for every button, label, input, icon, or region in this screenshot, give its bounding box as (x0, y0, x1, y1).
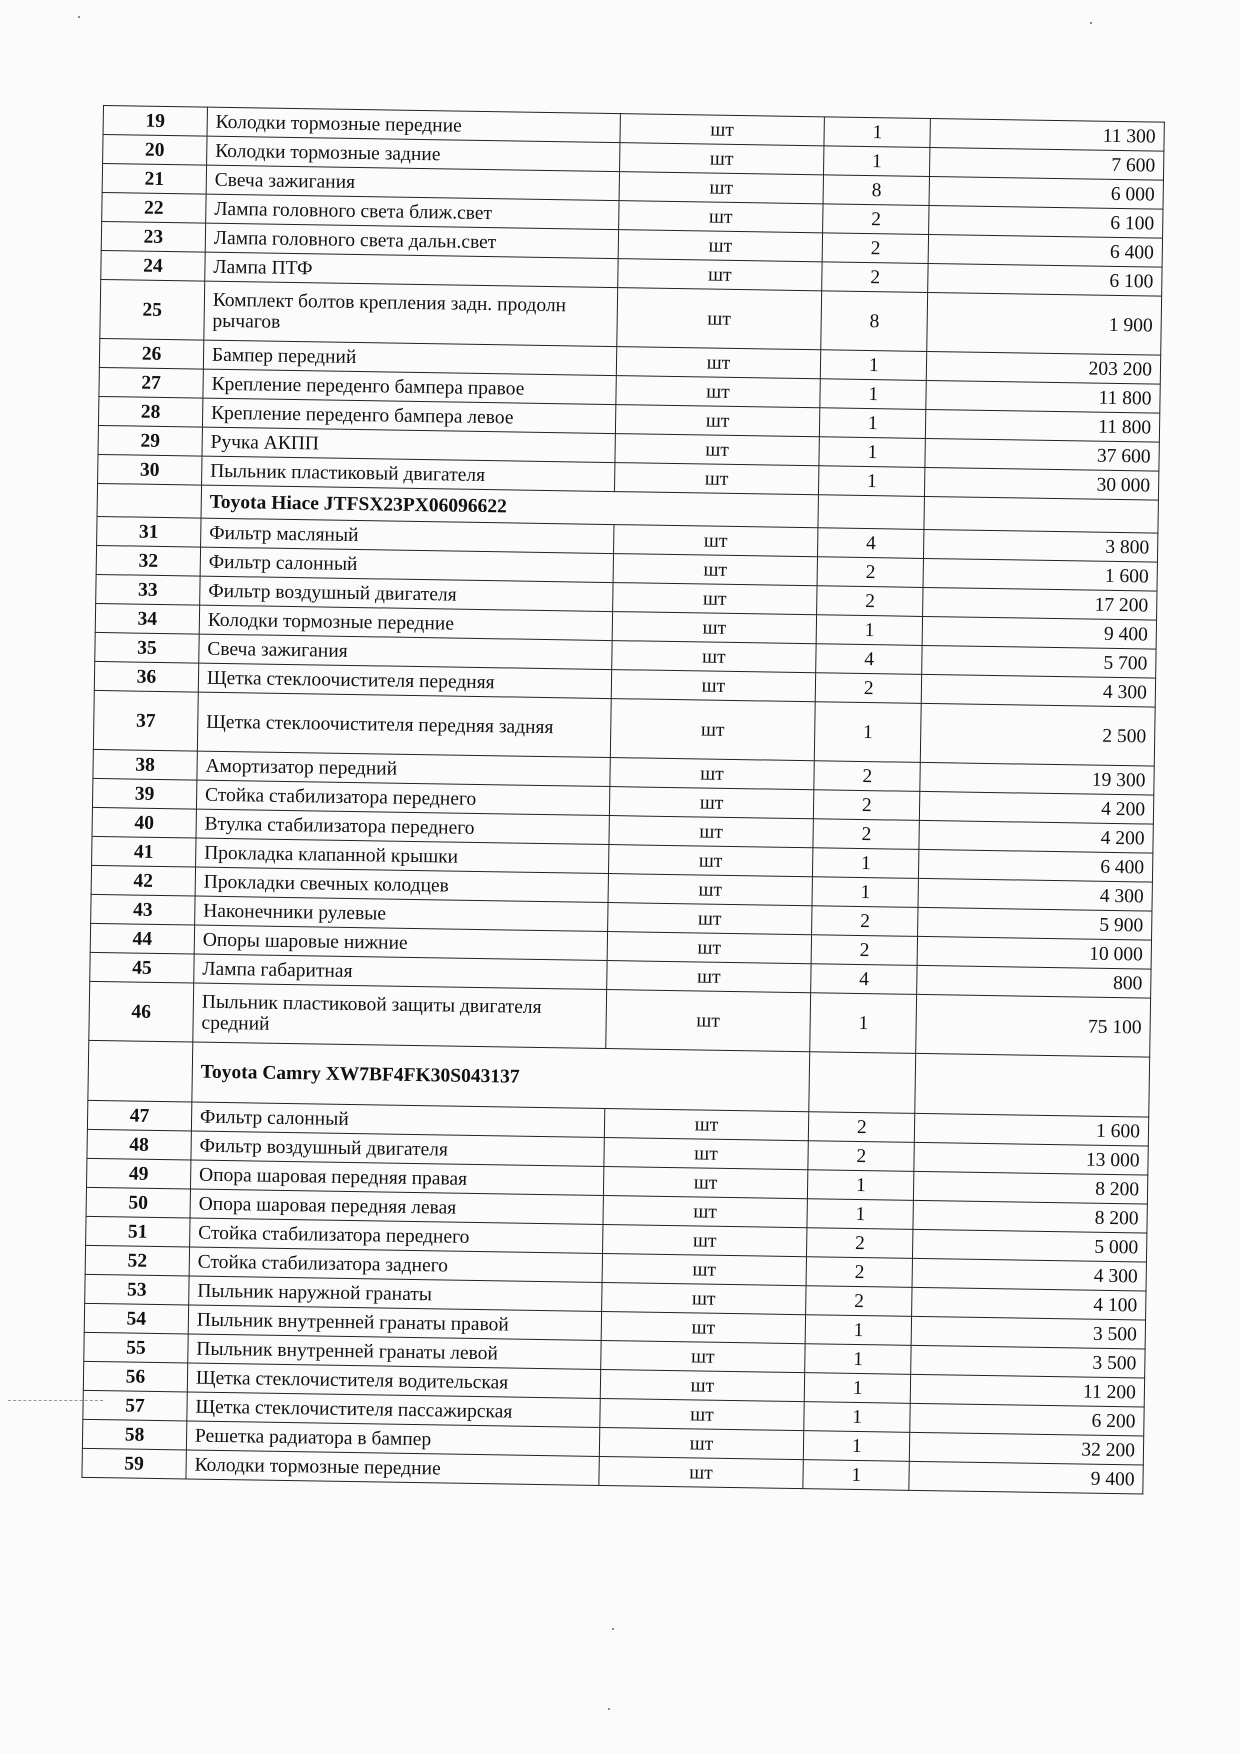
item-unit: шт (614, 463, 819, 495)
row-number: 32 (96, 545, 200, 576)
item-price: 11 800 (926, 409, 1160, 442)
row-number: 38 (93, 749, 197, 780)
row-number: 54 (84, 1303, 188, 1334)
item-name: Пыльник внутренней гранаты правой (188, 1305, 601, 1340)
item-name: Фильтр салонный (191, 1102, 604, 1137)
row-number: 25 (100, 279, 205, 340)
item-quantity: 2 (823, 204, 929, 235)
item-name: Лампа ПТФ (205, 252, 618, 287)
item-quantity: 1 (805, 1373, 911, 1404)
scan-margin-mark (8, 1400, 103, 1401)
item-unit: шт (601, 1311, 806, 1343)
row-number: 20 (103, 135, 207, 166)
item-price: 3 500 (911, 1345, 1145, 1378)
item-unit: шт (618, 201, 823, 233)
item-name: Опоры шаровые нижние (194, 925, 607, 960)
row-number: 19 (103, 106, 207, 137)
item-price: 8 200 (913, 1200, 1147, 1233)
item-name: Пыльник пластиковой защиты двигателя средний (193, 983, 607, 1048)
item-name: Щетка стеклочистителя водительская (187, 1363, 600, 1398)
row-number: 33 (96, 574, 200, 605)
row-number: 34 (95, 603, 199, 634)
item-price: 5 900 (918, 907, 1152, 940)
item-quantity: 2 (811, 935, 917, 966)
item-name: Стойка стабилизатора переднего (196, 780, 609, 815)
item-price: 9 400 (909, 1461, 1143, 1494)
item-price: 3 800 (924, 529, 1158, 562)
item-quantity: 8 (821, 291, 928, 352)
item-price: 13 000 (914, 1142, 1148, 1175)
item-price: 8 200 (914, 1171, 1148, 1204)
scan-speck (608, 1708, 610, 1710)
item-unit: шт (617, 259, 822, 291)
item-price: 75 100 (916, 994, 1151, 1057)
item-name: Крепление переденго бампера правое (203, 369, 616, 404)
row-number: 29 (98, 425, 202, 456)
item-name: Фильтр масляный (200, 518, 613, 553)
section-num-cell (88, 1040, 193, 1102)
item-price: 19 300 (920, 762, 1154, 795)
item-name: Щетка стеклочистителя пассажирская (187, 1392, 600, 1427)
item-name: Лампа головного света ближ.свет (206, 194, 619, 229)
row-number: 30 (98, 454, 202, 485)
item-unit: шт (615, 376, 820, 408)
item-quantity: 1 (810, 993, 917, 1054)
item-unit: шт (616, 288, 822, 350)
item-quantity: 2 (814, 790, 920, 821)
item-name: Амортизатор передний (197, 751, 610, 786)
item-name: Колодки тормозные задние (206, 136, 619, 171)
row-number: 48 (87, 1129, 191, 1160)
item-quantity: 1 (807, 1199, 913, 1230)
item-quantity: 2 (809, 1112, 915, 1143)
item-unit: шт (613, 554, 818, 586)
section-price-cell (915, 1053, 1150, 1117)
item-unit: шт (604, 1108, 809, 1140)
row-number: 55 (84, 1332, 188, 1363)
item-quantity: 4 (818, 528, 924, 559)
item-unit: шт (612, 612, 817, 644)
item-name: Крепление переденго бампера левое (202, 398, 615, 433)
item-quantity: 2 (816, 673, 922, 704)
item-unit: шт (609, 816, 814, 848)
item-price: 7 600 (930, 147, 1164, 180)
item-unit: шт (619, 143, 824, 175)
item-unit: шт (609, 758, 814, 790)
row-number: 26 (99, 338, 203, 369)
row-number: 23 (101, 221, 205, 252)
item-unit: шт (615, 434, 820, 466)
row-number: 52 (85, 1245, 189, 1276)
item-quantity: 1 (804, 1402, 910, 1433)
row-number: 46 (89, 981, 194, 1042)
item-name: Прокладки свечных колодцев (195, 867, 608, 902)
row-number: 27 (99, 367, 203, 398)
item-quantity: 1 (820, 379, 926, 410)
item-name: Фильтр воздушный двигателя (191, 1131, 604, 1166)
row-number: 49 (86, 1158, 190, 1189)
item-name: Пыльник наружной гранаты (189, 1276, 602, 1311)
row-number: 35 (95, 632, 199, 663)
item-quantity: 1 (824, 117, 930, 148)
item-quantity: 2 (806, 1257, 912, 1288)
item-quantity: 8 (823, 175, 929, 206)
item-quantity: 1 (812, 877, 918, 908)
item-unit: шт (620, 114, 825, 146)
item-price: 37 600 (925, 438, 1159, 471)
scan-speck (1090, 22, 1092, 24)
item-quantity: 1 (819, 466, 925, 497)
row-number: 58 (82, 1419, 186, 1450)
item-unit: шт (600, 1340, 805, 1372)
item-name: Решетка радиатора в бампер (186, 1421, 599, 1456)
section-qty-cell (809, 1052, 916, 1114)
item-quantity: 1 (805, 1315, 911, 1346)
item-quantity: 1 (803, 1460, 909, 1491)
row-number: 28 (98, 396, 202, 427)
item-unit: шт (612, 583, 817, 615)
item-unit: шт (611, 641, 816, 673)
item-quantity: 2 (806, 1286, 912, 1317)
item-price: 6 100 (928, 263, 1162, 296)
item-quantity: 2 (817, 557, 923, 588)
section-price-cell (924, 496, 1158, 533)
item-quantity: 2 (817, 586, 923, 617)
row-number: 24 (101, 250, 205, 281)
item-price: 5 700 (922, 645, 1156, 678)
item-unit: шт (606, 961, 811, 993)
row-number: 39 (92, 778, 196, 809)
item-name: Пыльник внутренней гранаты левой (188, 1334, 601, 1369)
item-quantity: 2 (814, 761, 920, 792)
item-unit: шт (618, 230, 823, 262)
item-name: Фильтр воздушный двигателя (200, 576, 613, 611)
item-price: 4 200 (920, 791, 1154, 824)
item-quantity: 1 (804, 1431, 910, 1462)
row-number: 36 (94, 661, 198, 692)
item-quantity: 1 (819, 437, 925, 468)
item-name: Наконечники рулевые (195, 896, 608, 931)
item-quantity: 2 (812, 906, 918, 937)
item-price: 1 900 (927, 292, 1162, 355)
item-unit: шт (608, 874, 813, 906)
item-unit: шт (608, 845, 813, 877)
row-number: 31 (97, 516, 201, 547)
item-quantity: 2 (822, 233, 928, 264)
item-unit: шт (610, 699, 816, 761)
item-quantity: 4 (816, 644, 922, 675)
item-price: 6 000 (929, 176, 1163, 209)
item-price: 11 300 (930, 119, 1164, 152)
item-name: Ручка АКПП (202, 427, 615, 462)
item-name: Щетка стеклоочистителя передняя (198, 663, 611, 698)
row-number: 44 (90, 923, 194, 954)
item-unit: шт (603, 1137, 808, 1169)
item-quantity: 1 (808, 1170, 914, 1201)
item-name: Пыльник пластиковый двигателя (201, 456, 614, 491)
item-price: 1 600 (915, 1113, 1149, 1146)
item-price: 4 300 (921, 674, 1155, 707)
row-number: 59 (82, 1448, 186, 1479)
item-price: 3 500 (911, 1316, 1145, 1349)
item-price: 4 300 (912, 1258, 1146, 1291)
item-price: 1 600 (923, 558, 1157, 591)
item-name: Бампер передний (203, 340, 616, 375)
item-quantity: 2 (822, 262, 928, 293)
item-quantity: 2 (808, 1141, 914, 1172)
item-unit: шт (599, 1398, 804, 1430)
item-unit: шт (598, 1456, 803, 1488)
row-number: 41 (92, 836, 196, 867)
row-number: 37 (93, 690, 198, 751)
item-unit: шт (603, 1195, 808, 1227)
item-price: 4 300 (918, 878, 1152, 911)
item-price: 4 200 (919, 820, 1153, 853)
item-price: 6 100 (929, 205, 1163, 238)
item-name: Лампа габаритная (194, 954, 607, 989)
item-name: Колодки тормозные передние (186, 1450, 599, 1485)
item-quantity: 1 (816, 615, 922, 646)
row-number: 21 (102, 164, 206, 195)
item-unit: шт (600, 1369, 805, 1401)
row-number: 40 (92, 807, 196, 838)
item-price: 5 000 (913, 1229, 1147, 1262)
row-number: 22 (102, 192, 206, 223)
item-unit: шт (602, 1253, 807, 1285)
item-quantity: 1 (805, 1344, 911, 1375)
item-quantity: 2 (807, 1228, 913, 1259)
item-price: 6 200 (910, 1403, 1144, 1436)
section-num-cell (97, 483, 201, 518)
item-price: 9 400 (922, 616, 1156, 649)
item-name: Лампа головного света дальн.свет (205, 223, 618, 258)
item-quantity: 1 (824, 146, 930, 177)
item-name: Фильтр салонный (200, 547, 613, 582)
row-number: 57 (83, 1390, 187, 1421)
section-title: Toyota Hiace JTFSX23PX06096622 (201, 485, 819, 528)
parts-table (81, 105, 1164, 1495)
item-price: 6 400 (928, 234, 1162, 267)
item-quantity: 1 (815, 702, 922, 763)
item-price: 2 500 (921, 703, 1156, 766)
item-name: Щетка стеклоочистителя передняя задняя (197, 692, 611, 757)
row-number: 50 (86, 1187, 190, 1218)
item-unit: шт (613, 525, 818, 557)
item-quantity: 1 (820, 408, 926, 439)
item-price: 17 200 (923, 587, 1157, 620)
item-quantity: 4 (811, 964, 917, 995)
item-name: Стойка стабилизатора заднего (189, 1247, 602, 1282)
item-unit: шт (611, 670, 816, 702)
item-price: 4 100 (912, 1287, 1146, 1320)
item-price: 30 000 (925, 467, 1159, 500)
item-name: Опора шаровая передняя левая (190, 1189, 603, 1224)
item-name: Свеча зажигания (206, 165, 619, 200)
item-name: Втулка стабилизатора переднего (196, 809, 609, 844)
item-unit: шт (602, 1224, 807, 1256)
item-name: Комплект болтов крепления задн. продолн рычагов (204, 281, 618, 346)
item-unit: шт (599, 1427, 804, 1459)
section-title: Toyota Camry XW7BF4FK30S043137 (192, 1042, 810, 1112)
item-price: 32 200 (910, 1432, 1144, 1465)
row-number: 53 (85, 1274, 189, 1305)
row-number: 47 (87, 1100, 191, 1131)
item-name: Колодки тормозные передние (199, 605, 612, 640)
item-unit: шт (619, 172, 824, 204)
item-unit: шт (615, 405, 820, 437)
item-price: 11 800 (926, 380, 1160, 413)
row-number: 56 (83, 1361, 187, 1392)
item-name: Опора шаровая передняя правая (190, 1160, 603, 1195)
item-price: 11 200 (910, 1374, 1144, 1407)
row-number: 42 (91, 865, 195, 896)
item-unit: шт (601, 1282, 806, 1314)
item-name: Колодки тормозные передние (207, 107, 620, 142)
item-unit: шт (616, 347, 821, 379)
row-number: 51 (86, 1216, 190, 1247)
scan-speck (612, 1628, 614, 1630)
item-name: Стойка стабилизатора переднего (189, 1218, 602, 1253)
item-quantity: 2 (813, 819, 919, 850)
item-unit: шт (607, 932, 812, 964)
item-unit: шт (609, 787, 814, 819)
item-price: 800 (917, 965, 1151, 998)
row-number: 43 (91, 894, 195, 925)
row-number: 45 (90, 952, 194, 983)
item-unit: шт (605, 990, 811, 1052)
item-name: Прокладка клапанной крышки (195, 838, 608, 873)
item-quantity: 1 (813, 848, 919, 879)
item-unit: шт (603, 1166, 808, 1198)
scan-speck (78, 16, 80, 18)
item-price: 6 400 (919, 849, 1153, 882)
item-price: 203 200 (927, 351, 1161, 384)
section-qty-cell (818, 495, 924, 530)
parts-table-body (82, 106, 1164, 1494)
item-price: 10 000 (917, 936, 1151, 969)
item-quantity: 1 (821, 350, 927, 381)
item-name: Свеча зажигания (199, 634, 612, 669)
item-unit: шт (607, 903, 812, 935)
